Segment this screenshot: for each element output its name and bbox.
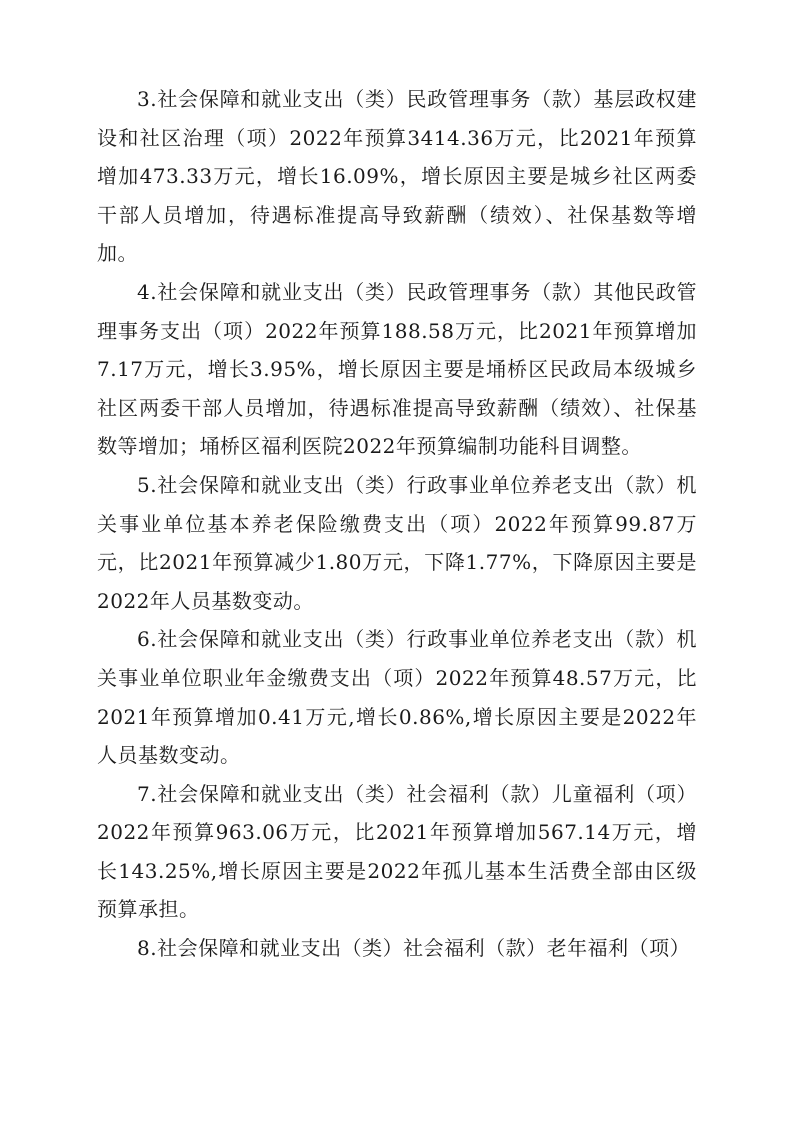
paragraph-item-5: 5.社会保障和就业支出（类）行政事业单位养老支出（款）机关事业单位基本养老保险缴费支出（项）2022年预算99.87万元，比2021年预算减少1.80万元，下降1.77%，下降原因主要是2022年人员基数变动。 (97, 472, 697, 613)
paragraph-item-6: 6.社会保障和就业支出（类）行政事业单位养老支出（款）机关事业单位职业年金缴费支出（项）2022年预算48.57万元，比2021年预算增加0.41万元,增长0.86%,增长原因主要是2022年人员基数变动。 (97, 627, 697, 768)
paragraph-item-4: 4.社会保障和就业支出（类）民政管理事务（款）其他民政管理事务支出（项）2022年预算188.58万元，比2021年预算增加7.17万元，增长3.95%，增长原因主要是埇桥区民政局本级城乡社区两委干部人员增加，待遇标准提高导致薪酬（绩效）、社保基数等增加；埇桥区福利医院2022年预算编制功能科目调整。 (97, 279, 697, 459)
document-page (97, 80, 697, 968)
paragraph-item-8: 8.社会保障和就业支出（类）社会福利（款）老年福利（项） (137, 936, 691, 961)
paragraph-item-7: 7.社会保障和就业支出（类）社会福利（款）儿童福利（项）2022年预算963.06万元，比2021年预算增加567.14万元，增长143.25%,增长原因主要是2022年孤儿基本生活费全部由区级预算承担。 (97, 781, 697, 922)
paragraph-item-3: 3.社会保障和就业支出（类）民政管理事务（款）基层政权建设和社区治理（项）2022年预算3414.36万元，比2021年预算增加473.33万元，增长16.09%，增长原因主要是城乡社区两委干部人员增加，待遇标准提高导致薪酬（绩效）、社保基数等增加。 (97, 87, 697, 266)
